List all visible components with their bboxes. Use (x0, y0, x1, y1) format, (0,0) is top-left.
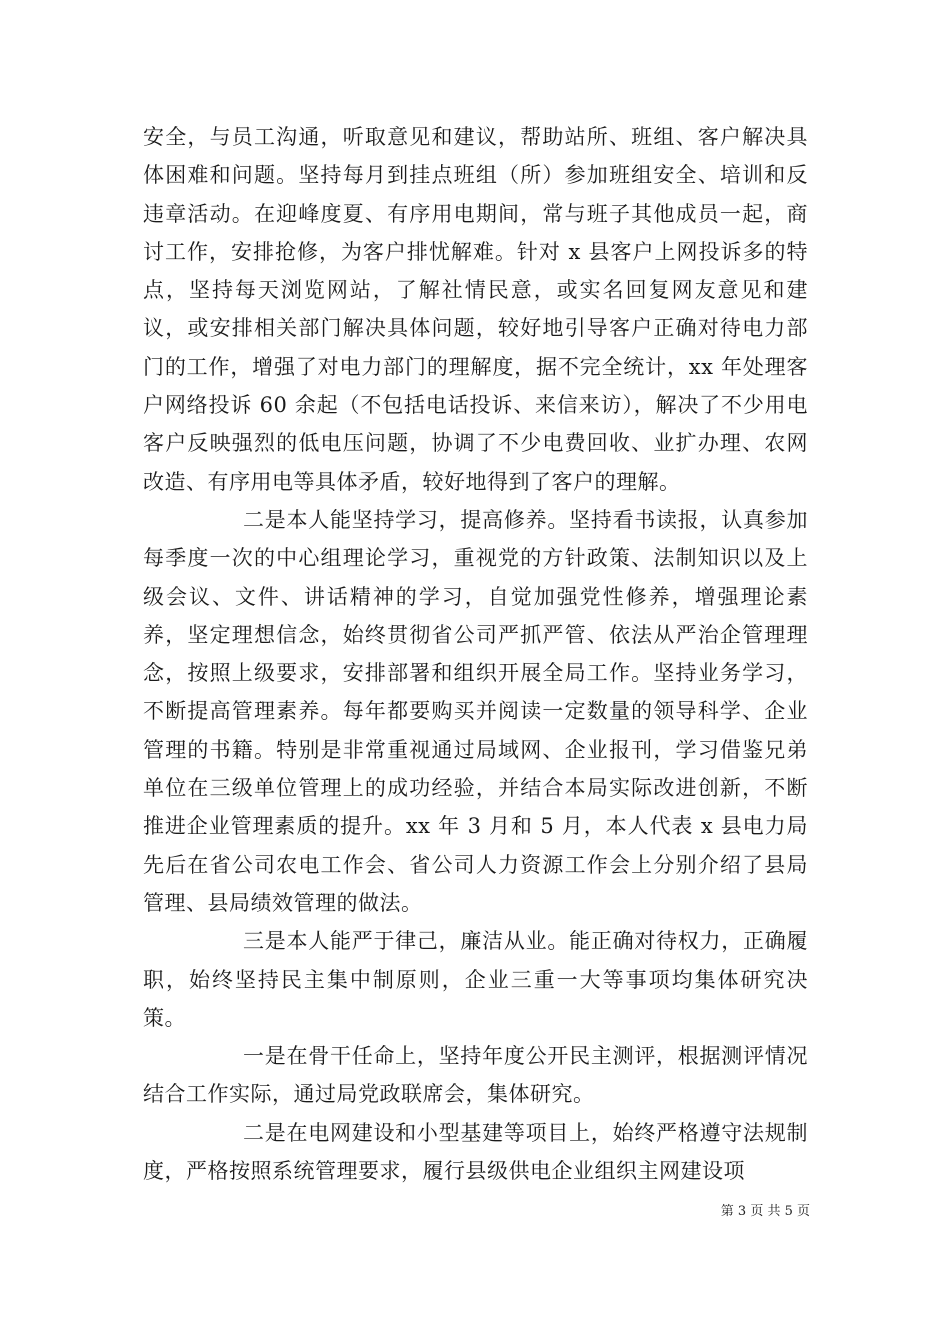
document-body (143, 118, 808, 1190)
page-number: 第 3 页 共 5 页 (720, 1204, 810, 1219)
paragraph-1: 安全，与员工沟通，听取意见和建议，帮助站所、班组、客户解决具体困难和问题。坚持每月到挂点班组（所）参加班组安全、培训和反违章活动。在迎峰度夏、有序用电期间，常与班子其他成员一起，商讨工作，安排抢修，为客户排忧解难。针对 x 县客户上网投诉多的特点，坚持每天浏览网站，了解社情民意，或实名回复网友意见和建议，或安排相关部门解决具体问题，较好地引导客户正确对待电力部门的工作，增强了对电力部门的理解度，据不完全统计，xx 年处理客户网络投诉 60 余起（不包括电话投诉、来信来访），解决了不少用电客户反映强烈的低电压问题，协调了不少电费回收、业扩办理、农网改造、有序用电等具体矛盾，较好地得到了客户的理解。 (143, 125, 808, 494)
paragraph-2: 二是本人能坚持学习，提高修养。坚持看书读报，认真参加每季度一次的中心组理论学习，重视党的方针政策、法制知识以及上级会议、文件、讲话精神的学习，自觉加强党性修养，增强理论素养，坚定理想信念，始终贯彻省公司严抓严管、依法从严治企管理理念，按照上级要求，安排部署和组织开展全局工作。坚持业务学习，不断提高管理素养。每年都要购买并阅读一定数量的领导科学、企业管理的书籍。特别是非常重视通过局域网、企业报刊，学习借鉴兄弟单位在三级单位管理上的成功经验，并结合本局实际改进创新，不断推进企业管理素质的提升。xx 年 3 月和 5 月，本人代表 x 县电力局先后在省公司农电工作会、省公司人力资源工作会上分别介绍了县局管理、县局绩效管理的做法。 (143, 507, 808, 915)
paragraph-3: 三是本人能严于律己，廉洁从业。能正确对待权力，正确履职，始终坚持民主集中制原则，企业三重一大等事项均集体研究决策。 (143, 929, 808, 1030)
paragraph-4: 一是在骨干任命上，坚持年度公开民主测评，根据测评情况结合工作实际，通过局党政联席会，集体研究。 (143, 1044, 808, 1107)
paragraph-5: 二是在电网建设和小型基建等项目上，始终严格遵守法规制度，严格按照系统管理要求，履行县级供电企业组织主网建设项 (143, 1120, 808, 1184)
